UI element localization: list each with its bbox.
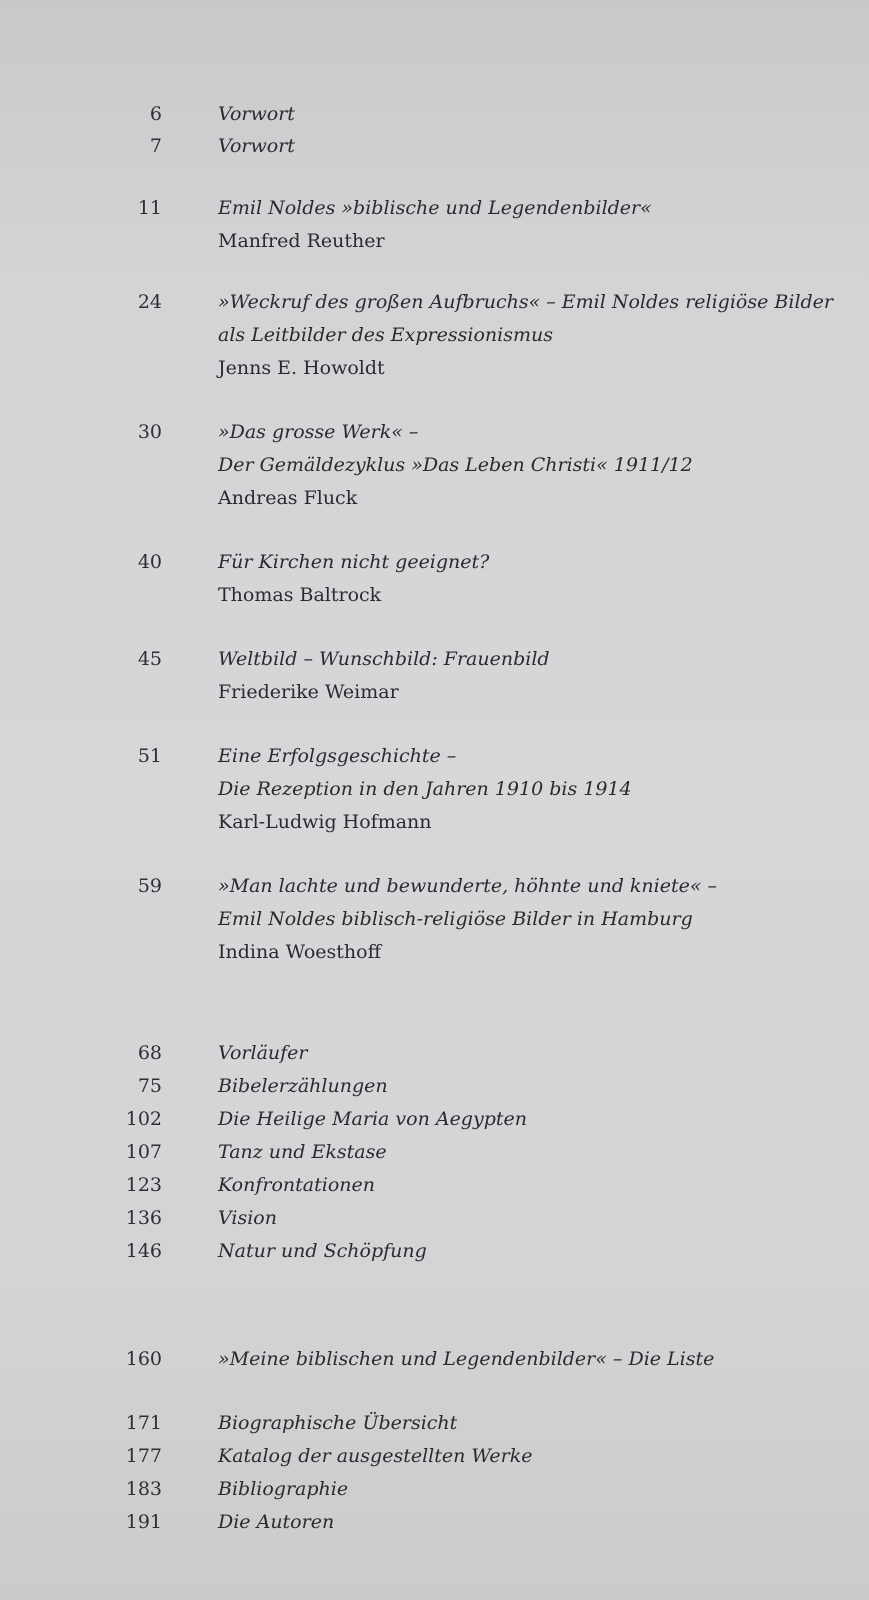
- toc-entry-essay: [0, 740, 869, 839]
- toc-entry-essay: [0, 643, 869, 709]
- entry-title: Für Kirchen nicht geeignet?: [218, 551, 490, 573]
- page-number: 183: [125, 1478, 162, 1500]
- entry-title: Vorwort: [218, 103, 295, 125]
- toc-section-row: [0, 1169, 869, 1202]
- page-number: 6: [149, 103, 162, 125]
- page-number: 191: [125, 1511, 162, 1533]
- page-number: 75: [137, 1075, 162, 1097]
- page-number: 45: [137, 648, 162, 670]
- entry-author: Friederike Weimar: [218, 681, 399, 703]
- page-number: 68: [137, 1042, 162, 1064]
- entry-title-continued: Die Rezeption in den Jahren 1910 bis 1914: [218, 778, 632, 800]
- page-number: 177: [125, 1445, 162, 1467]
- page-number: 51: [137, 745, 162, 767]
- entry-author: Karl-Ludwig Hofmann: [218, 811, 432, 833]
- entry-title: »Meine biblischen und Legendenbilder« – Die Liste: [218, 1348, 715, 1370]
- toc-entry-essay: [0, 286, 869, 385]
- page-number: 11: [137, 197, 162, 219]
- page-number: 107: [125, 1141, 162, 1163]
- page-number: 24: [137, 291, 162, 313]
- section-title: Tanz und Ekstase: [218, 1141, 387, 1163]
- toc-entry-list: [0, 1343, 869, 1376]
- entry-title: Vorwort: [218, 135, 295, 157]
- toc-appendix-row: [0, 1506, 869, 1539]
- section-title: Konfrontationen: [218, 1174, 375, 1196]
- page-number: 160: [125, 1348, 162, 1370]
- entry-author: Manfred Reuther: [218, 230, 385, 252]
- page-number: 123: [125, 1174, 162, 1196]
- entry-title: Weltbild – Wunschbild: Frauenbild: [218, 648, 550, 670]
- entry-author: Indina Woesthoff: [218, 941, 382, 963]
- entry-title: Emil Noldes »biblische und Legendenbilder«: [218, 197, 652, 219]
- appendix-title: Bibliographie: [218, 1478, 349, 1500]
- appendix-title: Katalog der ausgestellten Werke: [218, 1445, 533, 1467]
- toc-entry-foreword-2: [0, 130, 869, 163]
- toc-appendix-row: [0, 1473, 869, 1506]
- page-number: 146: [125, 1240, 162, 1262]
- page-number: 59: [137, 875, 162, 897]
- toc-section-row: [0, 1070, 869, 1103]
- toc-entry-essay: [0, 870, 869, 969]
- toc-entry-essay: [0, 416, 869, 515]
- page-number: 102: [125, 1108, 162, 1130]
- toc-section-row: [0, 1037, 869, 1070]
- section-title: Die Heilige Maria von Aegypten: [218, 1108, 527, 1130]
- appendix-title: Die Autoren: [218, 1511, 335, 1533]
- section-title: Vorläufer: [218, 1042, 308, 1064]
- toc-appendix-list: [0, 1407, 869, 1539]
- page-number: 40: [137, 551, 162, 573]
- toc-entry-essay: [0, 546, 869, 612]
- toc-section-row: [0, 1202, 869, 1235]
- entry-title-continued: Emil Noldes biblisch-religiöse Bilder in Hamburg: [218, 908, 693, 930]
- toc-section-row: [0, 1136, 869, 1169]
- entry-title: »Man lachte und bewunderte, höhnte und kniete« –: [218, 875, 718, 897]
- entry-author: Jenns E. Howoldt: [218, 357, 385, 379]
- entry-title: »Das grosse Werk« –: [218, 421, 419, 443]
- entry-title-continued: Der Gemäldezyklus »Das Leben Christi« 1911/12: [218, 454, 693, 476]
- toc-entry-foreword-1: [0, 98, 869, 131]
- page-number: 7: [149, 135, 162, 157]
- page-number: 136: [125, 1207, 162, 1229]
- entry-title-continued: als Leitbilder des Expressionismus: [218, 324, 553, 346]
- entry-author: Andreas Fluck: [218, 487, 358, 509]
- section-title: Natur und Schöpfung: [218, 1240, 427, 1262]
- toc-appendix-row: [0, 1440, 869, 1473]
- toc-entry-essay: [0, 192, 869, 258]
- toc-section-row: [0, 1235, 869, 1268]
- toc-appendix-row: [0, 1407, 869, 1440]
- page-number: 171: [125, 1412, 162, 1434]
- page-number: 30: [137, 421, 162, 443]
- toc-section-row: [0, 1103, 869, 1136]
- toc-section-list: [0, 1037, 869, 1268]
- entry-title: Eine Erfolgsgeschichte –: [218, 745, 457, 767]
- entry-author: Thomas Baltrock: [218, 584, 382, 606]
- section-title: Bibelerzählungen: [218, 1075, 388, 1097]
- section-title: Vision: [218, 1207, 277, 1229]
- appendix-title: Biographische Übersicht: [218, 1412, 458, 1434]
- entry-title: »Weckruf des großen Aufbruchs« – Emil Noldes religiöse Bilder: [218, 291, 834, 313]
